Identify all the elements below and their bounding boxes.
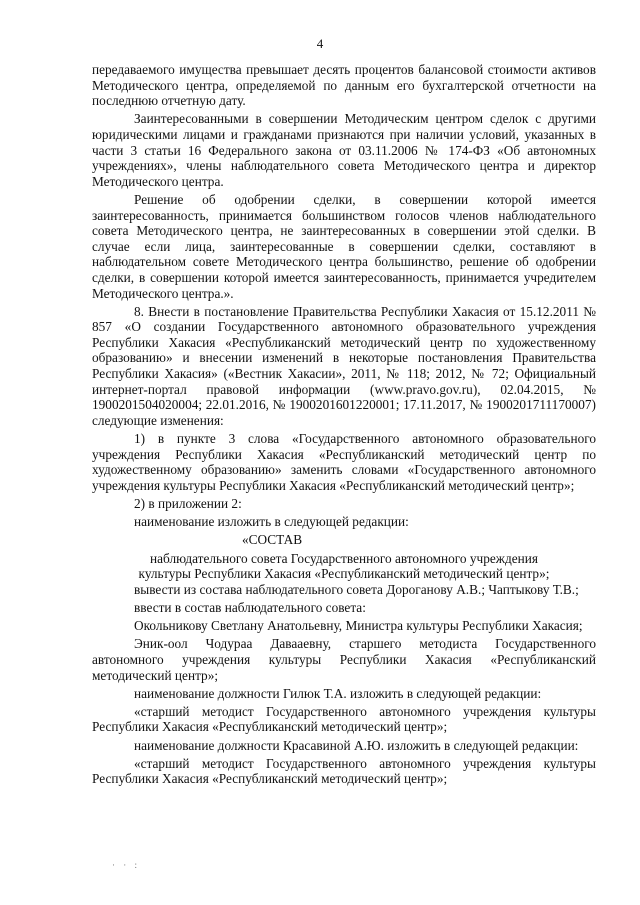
page-number: 4 [316,36,324,51]
sostav-subtitle-line2: культуры Республики Хакасия «Республиканский методический центр»; [138,566,550,582]
paragraph: наименование должности Гилюк Т.А. изложить в следующей редакции: [134,685,542,701]
paragraph: ввести в состав наблюдательного совета: [134,599,366,615]
paragraph: 2) в приложении 2: [134,496,242,511]
paragraph: наименование изложить в следующей редакции: [134,514,409,530]
sostav-title: «СОСТАВ [242,532,303,548]
paragraph: Заинтересованными в совершении Методическим центром сделок с другими юридическими лицами и гражданами признаются при наличии условий, указанных в части 3 статьи 16 Федерального закона от 03.11.2006 № 174-ФЗ «Об автономных учреждениях», члены наблюдательного совета Методического центра и директор Методического центра. [92,111,596,189]
paragraph: наименование должности Красавиной А.Ю. изложить в следующей редакции: [134,737,579,753]
paragraph: 8. Внести в постановление Правительства Республики Хакасия от 15.12.2011 № 857 «О создании Государственного автономного образовательного учреждения Республики Хакасия «Республиканский методический центр по художественному образованию» и внесении изменений в некоторые постановления Правительства Республики Хакасия» («Вестник Хакасии», 2011, № 118; 2012, № 72; Официальный интернет-портал правовой информации (www.pravo.gov.ru), 02.04.2015, № 1900201504020004; 22.01.2016, № 1900201601220001; 17.11.2017, № 1900201711170007) следующие изменения: [92,303,596,428]
scan-specks: · · : [112,860,140,870]
paragraph: Эник-оол Чодураа Давааевну, старшего методиста Государственного автономного учреждения культуры Республики Хакасия «Республиканский методический центр»; [92,636,596,683]
paragraph: Окольникову Светлану Анатольевну, Министра культуры Республики Хакасия; [134,618,583,634]
paragraph: 1) в пункте 3 слова «Государственного автономного образовательного учреждения Республики Хакасия «Республиканский методический центр по художественному образованию» заменить словами «Государственного автономного учреждения культуры Республики Хакасия «Республиканский методический центр»; [92,431,596,493]
document-body [92,62,596,790]
sostav-subtitle-line1: наблюдательного совета Государственного автономного учреждения [150,550,538,566]
paragraph: «старший методист Государственного автономного учреждения культуры Республики Хакасия «Республиканский методический центр»; [92,703,596,735]
paragraph: передаваемого имущества превышает десять процентов балансовой стоимости активов Методического центра, определяемой по данным его бухгалтерской отчетности на последнюю отчетную дату. [92,62,596,109]
paragraph: «старший методист Государственного автономного учреждения культуры Республики Хакасия «Республиканский методический центр»; [92,755,596,787]
paragraph: вывести из состава наблюдательного совета Дороганову А.В.; Чаптыкову Т.В.; [134,581,579,597]
paragraph: Решение об одобрении сделки, в совершении которой имеется заинтересованность, принимается большинством голосов членов наблюдательного совета Методического центра, не заинтересованных в совершении этой сделки. В случае если лица, заинтересованные в совершении сделки, составляют в наблюдательном совете Методического центра большинство, решение об одобрении сделки, в совершении которой имеется заинтересованность, принимается учредителем Методического центра.». [92,191,596,301]
